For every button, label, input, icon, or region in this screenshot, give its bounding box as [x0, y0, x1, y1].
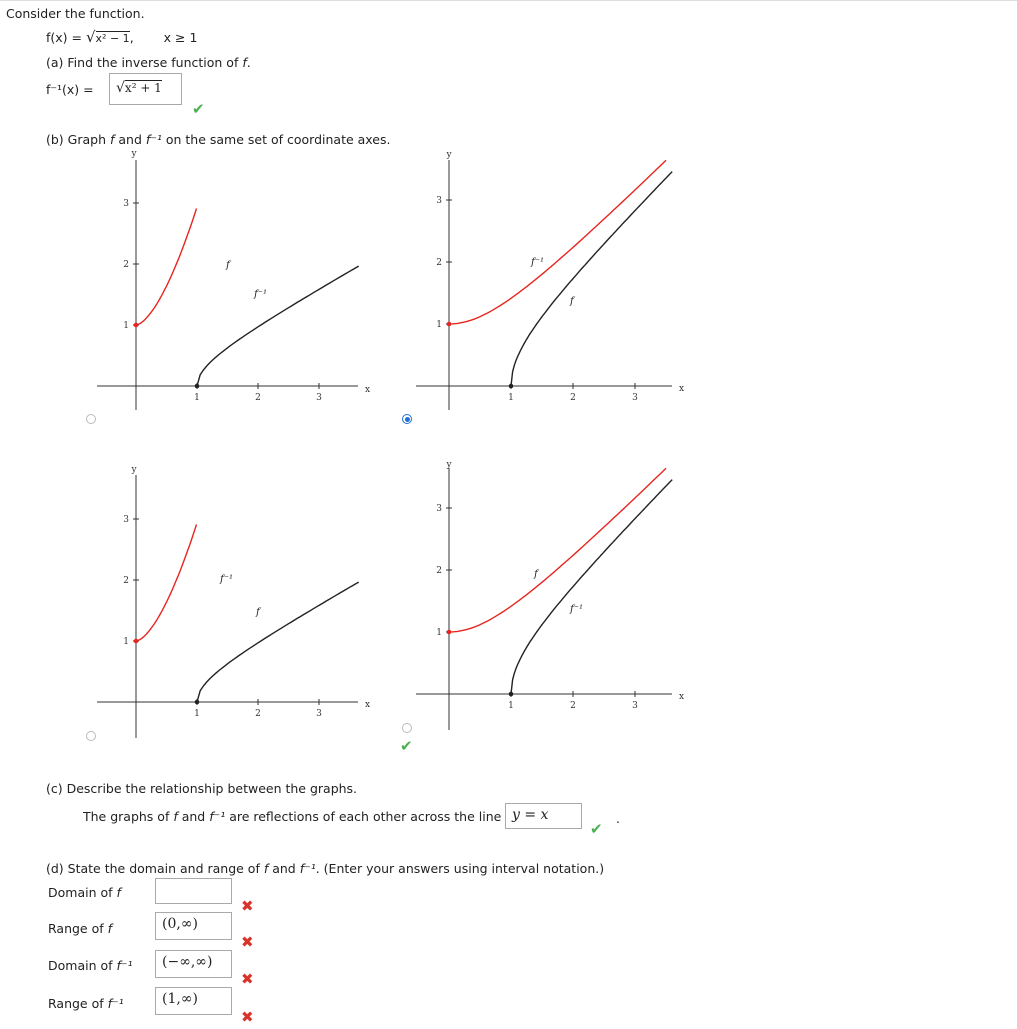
check-icon: ✔	[590, 820, 603, 838]
part-a-end: .	[246, 55, 251, 70]
x-axis-label: x	[365, 700, 371, 710]
y-tick-label: 2	[436, 566, 442, 576]
red-curve-label: f⁻¹	[220, 574, 233, 585]
part-d-finv: f⁻¹	[299, 861, 316, 876]
answer-sqrt-symbol: √	[116, 80, 125, 96]
part-c-and: and	[177, 809, 210, 824]
red-start-point	[447, 322, 452, 327]
part-c-f: f	[173, 809, 178, 824]
y-axis-label: y	[446, 150, 452, 160]
red-curve	[449, 160, 666, 324]
y-tick-label: 2	[436, 258, 442, 268]
x-axis-label: x	[365, 385, 371, 395]
x-tick-label: 2	[570, 701, 576, 711]
y-tick-label: 2	[123, 576, 129, 586]
row-label: Range of	[48, 996, 108, 1011]
row-var: f⁻¹	[107, 996, 124, 1011]
black-curve	[197, 266, 359, 386]
y-tick-label: 3	[123, 199, 129, 209]
function-radicand: x² − 1	[95, 32, 130, 45]
range-finv-label	[48, 996, 124, 1011]
red-start-point	[134, 323, 139, 328]
x-tick-label: 2	[255, 393, 261, 403]
y-tick-label: 3	[123, 515, 129, 525]
y-axis-label: y	[446, 460, 452, 470]
x-tick-label: 1	[508, 701, 514, 711]
red-curve	[136, 209, 197, 326]
y-tick-label: 1	[123, 637, 129, 647]
graph-option-4-radio[interactable]	[402, 723, 412, 733]
sqrt-symbol: √	[85, 28, 96, 46]
y-axis-label: y	[131, 149, 137, 159]
part-b-finv: f⁻¹	[145, 132, 162, 147]
x-tick-label: 1	[194, 393, 200, 403]
cross-icon: ✖	[241, 897, 254, 915]
x-axis-label: x	[679, 692, 685, 702]
red-curve-label: f	[226, 260, 230, 271]
row-label: Range of	[48, 921, 108, 936]
part-a-var: f	[242, 55, 247, 70]
part-c-pre: The graphs of	[83, 809, 174, 824]
black-curve-label: f	[256, 607, 260, 618]
red-start-point	[447, 630, 452, 635]
inverse-lhs: f⁻¹(x) =	[46, 82, 94, 97]
black-curve	[511, 480, 672, 694]
row-var: f⁻¹	[116, 958, 133, 973]
domain-finv-field[interactable]: (−∞,∞)	[155, 950, 232, 978]
y-tick-label: 1	[436, 628, 442, 638]
black-curve	[511, 172, 672, 386]
red-curve	[136, 525, 197, 642]
row-var: f	[116, 885, 121, 900]
cross-icon: ✖	[241, 933, 254, 951]
intro-text: Consider the function.	[6, 6, 145, 21]
red-start-point	[134, 639, 139, 644]
part-d-label	[46, 861, 604, 876]
part-c-sentence	[83, 809, 501, 824]
y-tick-label: 1	[436, 320, 442, 330]
range-finv-field[interactable]: (1,∞)	[155, 987, 232, 1015]
domain-finv-label	[48, 958, 133, 973]
black-curve-label: f	[570, 296, 574, 307]
part-c-period: .	[616, 811, 620, 826]
x-tick-label: 1	[508, 393, 514, 403]
function-domain: x ≥ 1	[163, 30, 198, 45]
x-axis-label: x	[679, 384, 685, 394]
row-label: Domain of	[48, 885, 117, 900]
red-curve	[449, 468, 666, 632]
y-tick-label: 2	[123, 260, 129, 270]
part-b-post: on the same set of coordinate axes.	[161, 132, 391, 147]
function-lhs: f(x) =	[46, 30, 86, 45]
part-b-and: and	[114, 132, 146, 147]
part-d-post: . (Enter your answers using interval notation.)	[315, 861, 605, 876]
check-icon: ✔	[192, 100, 205, 118]
black-start-point	[195, 384, 200, 389]
x-tick-label: 3	[316, 709, 322, 719]
domain-f-field[interactable]	[155, 878, 232, 904]
part-c-label: (c) Describe the relationship between the graphs.	[46, 781, 358, 796]
graph-option-3-radio[interactable]	[86, 731, 96, 741]
y-tick-label: 3	[436, 504, 442, 514]
x-tick-label: 3	[632, 701, 638, 711]
part-d-pre: (d) State the domain and range of	[46, 861, 264, 876]
part-d-f: f	[263, 861, 269, 876]
graph-option-1-radio[interactable]	[86, 414, 96, 424]
cross-icon: ✖	[241, 1008, 254, 1026]
part-b-f: f	[109, 132, 115, 147]
black-curve-label: f⁻¹	[570, 604, 583, 615]
part-a-text: (a) Find the inverse function of	[46, 55, 243, 70]
range-f-field[interactable]: (0,∞)	[155, 912, 232, 940]
x-tick-label: 2	[255, 709, 261, 719]
black-start-point	[509, 692, 514, 697]
part-b-pre: (b) Graph	[46, 132, 110, 147]
range-f-label	[48, 921, 112, 936]
inverse-answer-radicand: x² + 1	[124, 81, 162, 95]
check-icon: ✔	[400, 737, 413, 755]
x-tick-label: 1	[194, 709, 200, 719]
black-curve	[197, 582, 359, 702]
cross-icon: ✖	[241, 970, 254, 988]
x-tick-label: 3	[316, 393, 322, 403]
y-axis-label: y	[131, 465, 137, 475]
black-start-point	[509, 384, 514, 389]
y-tick-label: 3	[436, 196, 442, 206]
red-curve-label: f⁻¹	[531, 257, 544, 268]
function-comma: ,	[129, 30, 134, 45]
row-var: f	[107, 921, 113, 936]
domain-f-label	[48, 885, 121, 900]
part-c-post: are reflections of each other across the line	[225, 809, 502, 824]
black-start-point	[195, 700, 200, 705]
red-curve-label: f	[534, 569, 538, 580]
graph-option-2-radio[interactable]	[402, 414, 412, 424]
part-c-finv: f⁻¹	[209, 809, 226, 824]
row-label: Domain of	[48, 958, 117, 973]
reflection-line-field[interactable]: y = x	[505, 803, 582, 829]
x-tick-label: 2	[570, 393, 576, 403]
part-d-and: and	[268, 861, 300, 876]
black-curve-label: f⁻¹	[254, 289, 267, 300]
y-tick-label: 1	[123, 321, 129, 331]
x-tick-label: 3	[632, 393, 638, 403]
